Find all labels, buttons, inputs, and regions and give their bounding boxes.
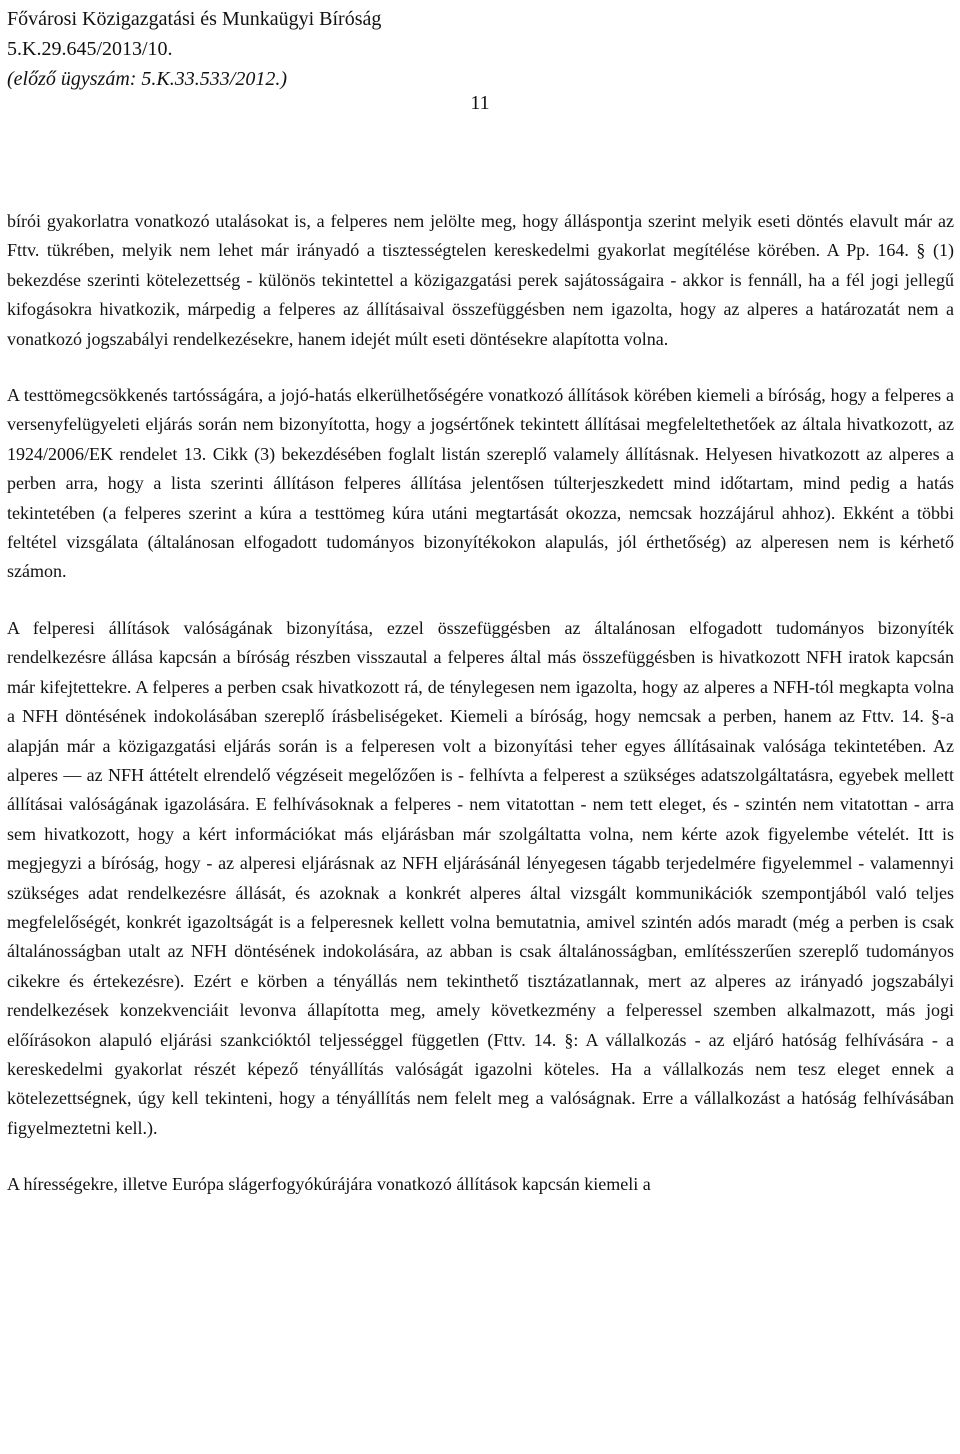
previous-case-number: (előző ügyszám: 5.K.33.533/2012.) (7, 68, 287, 90)
body-paragraph: A hírességekre, illetve Európa slágerfogyókúrájára vonatkozó állítások kapcsán kiemeli a (7, 1174, 651, 1195)
case-number: 5.K.29.645/2013/10. (7, 38, 173, 60)
body-paragraph: A felperesi állítások valóságának bizonyítása, ezzel összefüggésben az általánosan elfogadott tudományos bizonyíték rendelkezésre állása kapcsán a bíróság részben visszautal a felperes által más összefüggésben is hivatkozott NFH iratok kapcsán már kifejtettekre. A felperes a perben csak hivatkozott rá, de ténylegesen nem igazolta, hogy az alperes a NFH-tól megkapta volna a NFH döntésének indokolásában szereplő írásbeliségeket. Kiemeli a bíróság, hogy nemcsak a perben, hanem az Fttv. 14. §-a alapján már a közigazgatási eljárás során is a felperesen volt a bizonyítási teher egyes állításainak valósága tekintetében. Az alperes — az NFH áttételt elrendelő végzéseit megelőzően is - felhívta a felperest a szükséges adatszolgáltatásra, egyebek mellett állításai valóságának igazolására. E felhívásoknak a felperes - nem vitatottan - nem tett eleget, és - szintén nem vitatottan - arra sem hivatkozott, hogy a kért információkat más eljárásban már szolgáltatta volna, nem kérte azok figyelembe vételét. Itt is megjegyzi a bíróság, hogy - az alperesi eljárásnak az NFH eljárásánál lényegesen tágabb terjedelmére figyelemmel - valamennyi szükséges adat rendelkezésre állását, és azoknak a konkrét alperes által vizsgált kommunikációk szempontjából való teljes megfelelőségét, konkrét igazoltságát is a felperesnek kellett volna bemutatnia, amivel szintén adós maradt (még a perben is csak általánosságban utalt az NFH döntésének indokolására, az abban is csak általánosságban, említésszerűen szereplő tudományos cikekre és értekezésre). Ezért e körben a tényállás nem tekinthető tisztázatlannak, mert az alperes az irányadó jogszabályi rendelkezések konzekvenciáit levonva állapította meg, amely következmény a felperessel szemben alkalmazott, más jogi előírásokon alapuló eljárási szankcióktól teljességgel független (Fttv. 14. §: A vállalkozás - az eljáró hatóság felhívására - a kereskedelmi gyakorlat részét képező tényállítás valóságát igazolni köteles. Ha a vállalkozás nem tesz eleget ennek a kötelezettségnek, úgy kell tekinteni, hogy a tényállítás nem felelt meg a valóságnak. Erre a vállalkozást a hatóság felhívásában figyelmeztetni kell.). (7, 617, 954, 1138)
document-header (7, 4, 947, 94)
court-name: Fővárosi Közigazgatási és Munkaügyi Bíróság (7, 8, 382, 30)
body-paragraph: A testtömegcsökkenés tartósságára, a jojó-hatás elkerülhetőségére vonatkozó állítások körében kiemeli a bíróság, hogy a felperes a versenyfelügyeleti eljárás során nem bizonyította, hogy a jogsértőnek tekintett állításai megfeleltethetőek az általa hivatkozott, az 1924/2006/EK rendelet 13. Cikk (3) bekezdésében foglalt listán szereplő valamely állításnak. Helyesen hivatkozott az alperes a perben arra, hogy a lista szerinti állításon felperes állítása jelentősen túlterjeszkedett mind időtartam, mind pedig a hatás tekintetében (a felperes szerint a kúra a testtömeg kúra utáni megtartását okozza, nemcsak hozzájárul ahhoz). Ekként a többi feltétel vizsgálata (általánosan elfogadott tudományos bizonyítékokon alapulás, jól érthetőség) az alperesen nem is kérhető számon. (7, 385, 954, 582)
document-body (7, 207, 954, 1200)
body-paragraph: bírói gyakorlatra vonatkozó utalásokat is, a felperes nem jelölte meg, hogy álláspontja szerint melyik eseti döntés elavult már az Fttv. tükrében, melyik nem lehet már irányadó a tisztességtelen kereskedelmi gyakorlat megítélése körében. A Pp. 164. § (1) bekezdése szerinti kötelezettség - különös tekintettel a közigazgatási perek sajátosságaira - akkor is fennáll, ha a fél jogi jellegű kifogásokra hivatkozik, márpedig a felperes az állításaival összefüggésben nem igazolta, hogy az alperes a határozatát nem a vonatkozó jogszabályi rendelkezésekre, hanem idejét múlt eseti döntésekre alapította volna. (7, 211, 954, 349)
page-number: 11 (470, 92, 490, 114)
